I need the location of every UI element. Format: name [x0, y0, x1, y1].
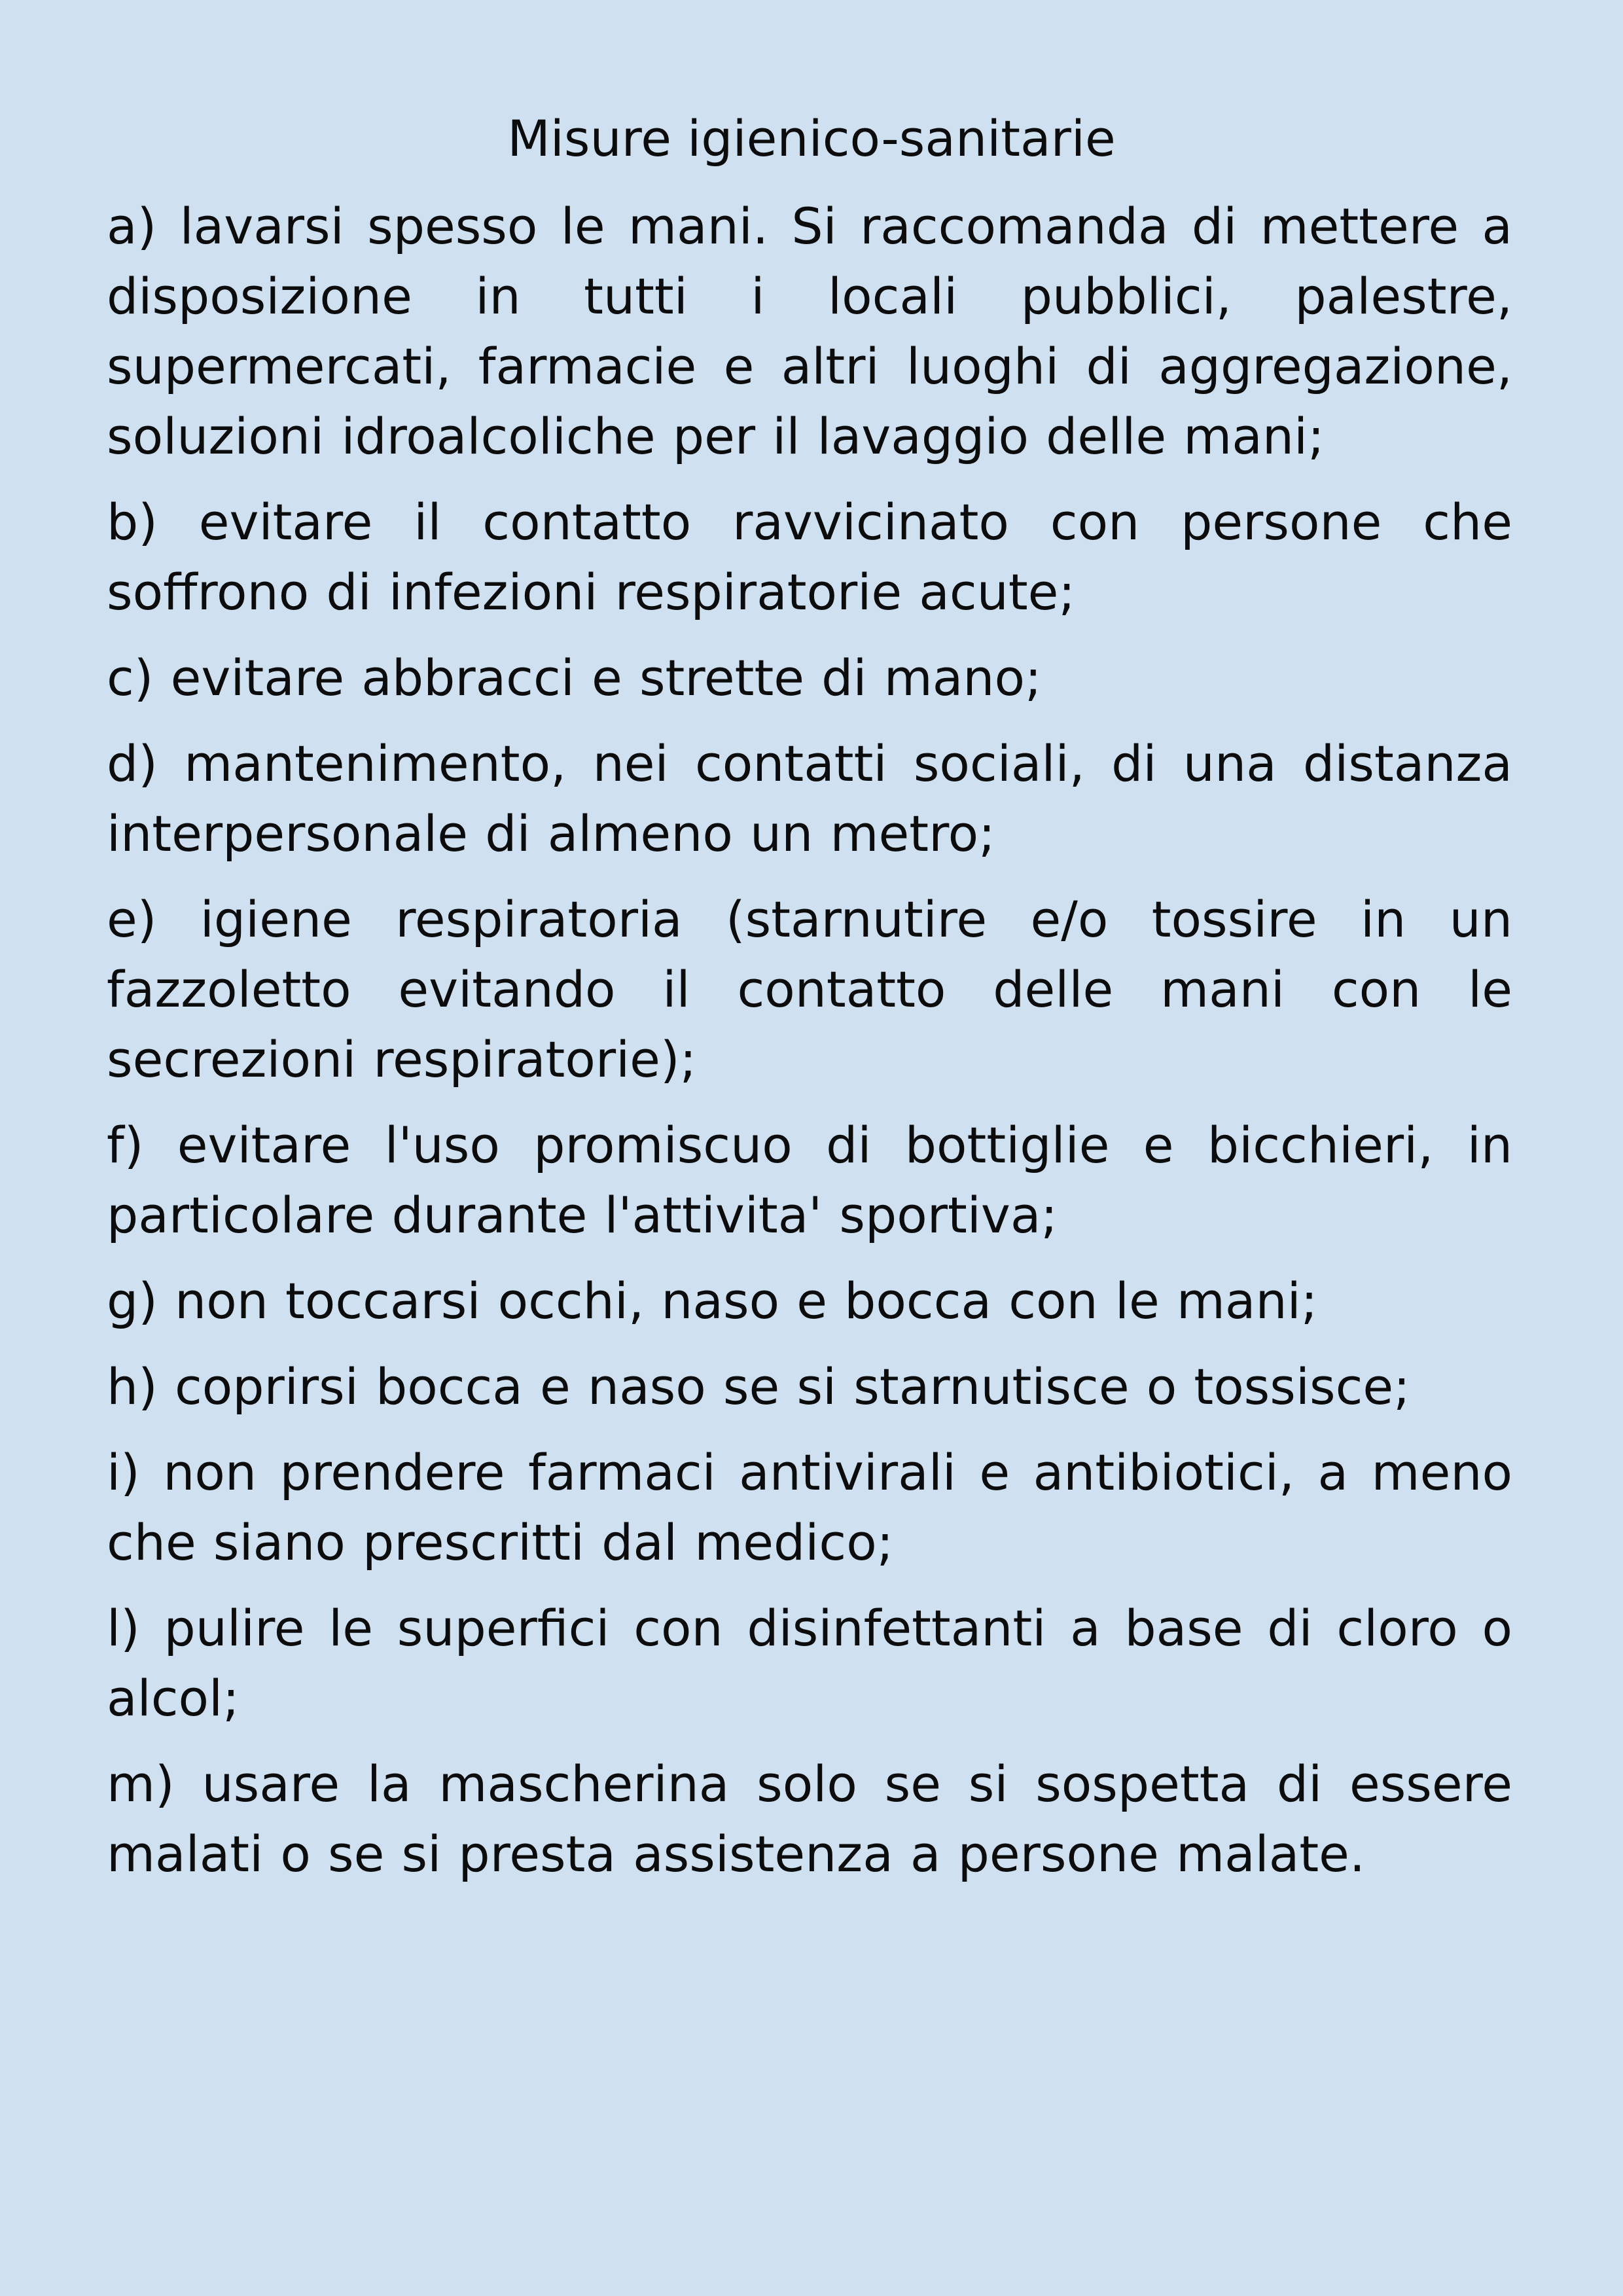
measure-item-h: h) coprirsi bocca e naso se si starnutisce o tossisce; — [107, 1357, 1410, 1416]
measure-item-d: d) mantenimento, nei contatti sociali, di una distanza interpersonale di almeno un metro; — [107, 734, 1512, 863]
measure-item-a: a) lavarsi spesso le mani. Si raccomanda di mettere a disposizione in tutti i locali pubblici, palestre, supermercati, farmacie e altri luoghi di aggregazione, soluzioni idroalcoliche per il lavaggio delle mani; — [107, 197, 1512, 465]
measure-item-e: e) igiene respiratoria (starnutire e/o tossire in un fazzoletto evitando il contatto delle mani con le secrezioni respiratorie); — [107, 890, 1512, 1088]
document-title: Misure igienico-sanitarie — [507, 109, 1116, 168]
measure-item-l: l) pulire le superfici con disinfettanti a base di cloro o alcol; — [107, 1599, 1512, 1727]
measures-list — [107, 191, 1512, 1905]
measure-item-m: m) usare la mascherina solo se si sospetta di essere malati o se si presta assistenza a persone malate. — [107, 1755, 1512, 1883]
measure-item-c: c) evitare abbracci e strette di mano; — [107, 649, 1042, 707]
measure-item-g: g) non toccarsi occhi, naso e bocca con le mani; — [107, 1272, 1318, 1330]
measure-item-f: f) evitare l'uso promiscuo di bottiglie e bicchieri, in particolare durante l'attivita' sportiva; — [107, 1116, 1512, 1244]
measure-item-i: i) non prendere farmaci antivirali e antibiotici, a meno che siano prescritti dal medico; — [107, 1443, 1512, 1571]
measure-item-b: b) evitare il contatto ravvicinato con persone che soffrono di infezioni respiratorie acute; — [107, 493, 1512, 621]
